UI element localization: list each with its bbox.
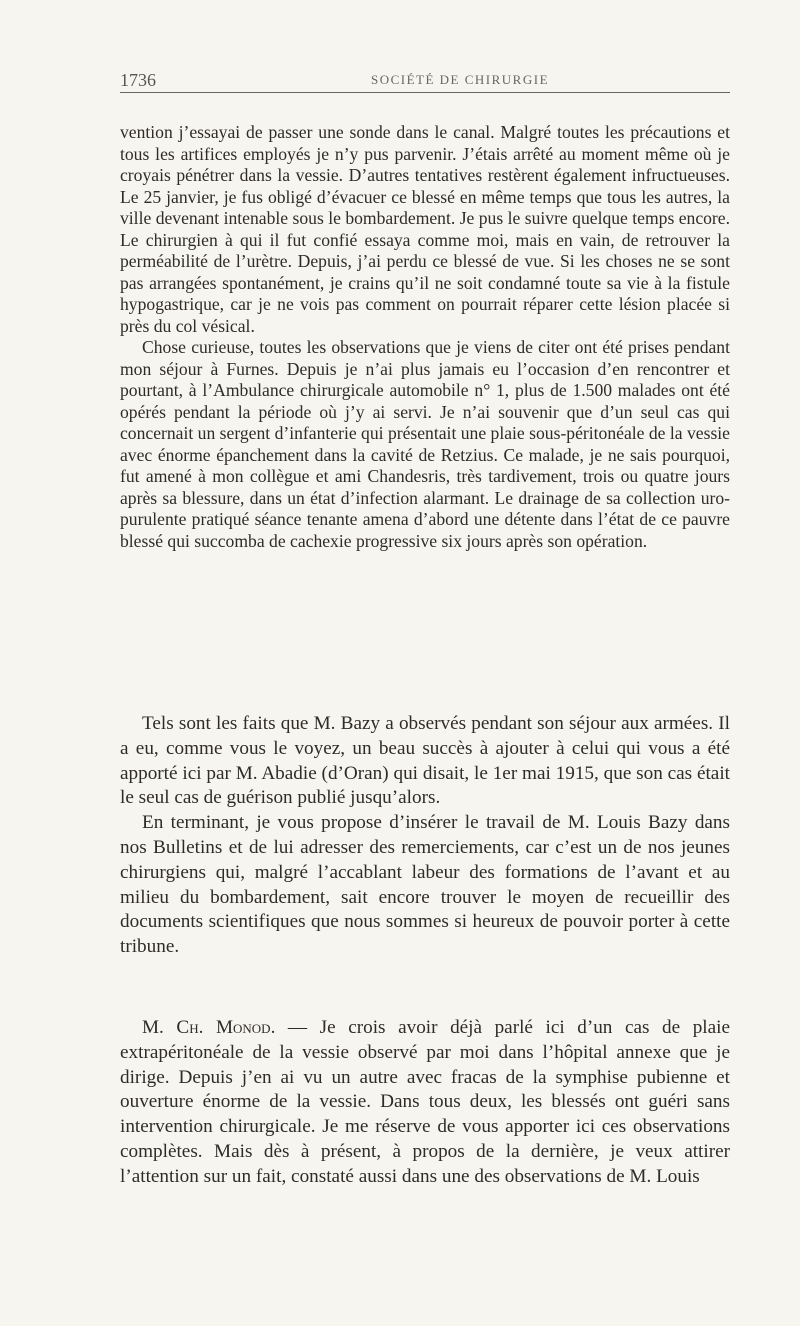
speech-text: — Je crois avoir déjà parlé ici d’un cas de plaie extrapéritonéale de la vessie observé par moi dans l’hôpital annexe que je dirige. Depuis j’en ai vu un autre avec fracas de la symphise pubienne et ouverture énorme de la vessie. Dans tous deux, les blessés ont guéri sans intervention chirurgicale. Je me réserve de vous apporter ici ces observations complètes. Mais dès à présent, à propos de la dernière, je veux attirer l’attention sur un fait, constaté aussi dans une des observations de M. Louis: [120, 1017, 730, 1187]
paragraph: vention j’essayai de passer une sonde dans le canal. Malgré toutes les précautions et tous les artifices employés je n’y pus parvenir. J’étais arrêté au moment même où je croyais pénétrer dans la vessie. D’autres tentatives restèrent également infructueuses. Le 25 janvier, je fus obligé d’évacuer ce blessé en même temps que tous les autres, la ville devenant intenable sous le bombardement. Je pus le suivre quelque temps encore. Le chirurgien à qui il fut confié essaya comme moi, mais en vain, de retrouver la perméabilité de l’urètre. Depuis, j’ai perdu ce blessé de vue. Si les choses ne se sont pas arrangées spontanément, je crains qu’il ne soit condamné toute sa vie à la fistule hypogastrique, car je ne vois pas comment on pourrait réparer cette lésion placée si près du col vésical.: [120, 122, 730, 336]
section-monod: [120, 1016, 730, 1190]
speaker-name: M. Ch. Monod.: [142, 1017, 276, 1038]
paragraph: En terminant, je vous propose d’insérer le travail de M. Louis Bazy dans nos Bulletins et de lui adresser des remerciements, car c’est un de nos jeunes chirurgiens qui, malgré l’accablant labeur des formations de l’avant et au milieu du bombardement, sait encore trouver le moyen de recueillir des documents scientifiques que nous sommes si heureux de pouvoir porter à cette tribune.: [120, 812, 730, 958]
page-number: 1736: [120, 70, 156, 90]
section-observations: [120, 122, 730, 552]
section-conclusion: [120, 712, 730, 960]
running-title: SOCIÉTÉ DE CHIRURGIE: [370, 72, 550, 87]
paragraph: Chose curieuse, toutes les observations que je viens de citer ont été prises pendant mon séjour à Furnes. Depuis je n’ai plus jamais eu l’occasion d’en rencontrer et pourtant, à l’Ambulance chirurgicale automobile n° 1, plus de 1.500 malades ont été opérés pendant la période où j’y ai servi. Je n’ai souvenir que d’un seul cas qui concernait un sergent d’infanterie qui présentait une plaie sous-péritonéale de la vessie avec énorme épanchement dans la cavité de Retzius. Ce malade, je ne sais pourquoi, fut amené à mon collègue et ami Chandesris, très tardivement, trois ou quatre jours après sa blessure, dans un état d’infection alarmant. Le drainage de sa collection uro-purulente pratiqué séance tenante amena d’abord une détente dans l’état de ce pauvre blessé qui succomba de cachexie progressive six jours après son opération.: [120, 337, 730, 551]
paragraph: Tels sont les faits que M. Bazy a observés pendant son séjour aux armées. Il a eu, comme vous le voyez, un beau succès à ajouter à celui qui vous a été apporté ici par M. Abadie (d’Oran) qui disait, le 1er mai 1915, que son cas était le seul cas de guérison publié jusqu’alors.: [120, 713, 730, 809]
page-header: [120, 64, 730, 93]
paragraph: [120, 1016, 730, 1190]
